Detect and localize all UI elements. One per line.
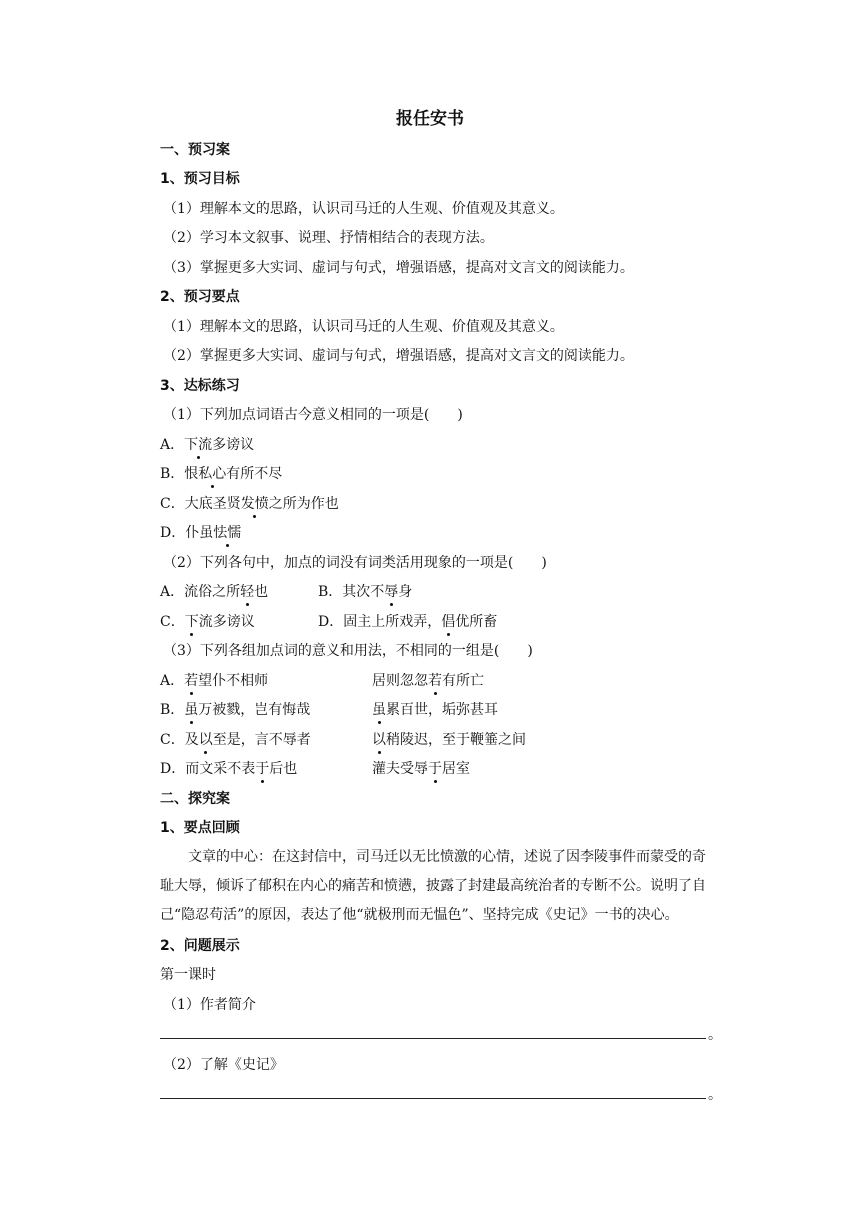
section-heading-preview: 一、预习案 (160, 142, 230, 158)
page-title: 报任安书 (396, 109, 464, 129)
emphasis-dotted: 轻 (240, 584, 255, 600)
emphasis-dotted: 若 (428, 673, 442, 689)
emphasis-dotted: 倡 (441, 614, 456, 630)
answer-line-1[interactable] (160, 1038, 706, 1039)
q1-stem: （1）下列加点词语古今意义相同的一项是( ) (163, 407, 463, 423)
emphasis-dotted: 若 (184, 673, 199, 689)
point-item-2: （2）掌握更多大实词、虚词与句式，增强语感，提高对文言文的阅读能力。 (163, 348, 634, 364)
q2-option-b: B．其次不辱身 (318, 584, 413, 600)
q2-option-c: C．下流多谤议 (160, 614, 255, 630)
subheading-points: 2、预习要点 (160, 289, 240, 305)
subheading-goals: 1、预习目标 (160, 171, 240, 187)
goal-item-3: （3）掌握更多大实词、虚词与句式，增强语感，提高对文言文的阅读能力。 (163, 260, 634, 276)
emphasis-dotted: 辱 (384, 584, 399, 600)
answer-line-2[interactable] (160, 1098, 706, 1099)
q3-option-a-left: A．若望仆不相师 (160, 673, 269, 689)
q2-stem: （2）下列各句中，加点的词没有词类活用现象的一项是( ) (163, 555, 547, 571)
goal-item-2: （2）学习本文叙事、说理、抒情相结合的表现方法。 (163, 230, 494, 246)
emphasis-dotted: 下 (184, 614, 199, 630)
q2-option-a: A．流俗之所轻也 (160, 584, 269, 600)
q1-option-b: B．恨私心有所不尽 (160, 466, 283, 482)
emphasis-dotted: 怯懦 (213, 525, 242, 541)
section-heading-explore: 二、探究案 (160, 791, 230, 807)
q3-option-b-left: B．虽万被戮，岂有悔哉 (160, 702, 311, 718)
emphasis-dotted: 于 (255, 761, 270, 777)
emphasis-dotted: 以 (198, 732, 213, 748)
emphasis-dotted: 下流 (184, 437, 213, 453)
emphasis-dotted: 虽 (372, 702, 386, 718)
emphasis-dotted: 虽 (184, 702, 199, 718)
emphasis-dotted: 私心 (198, 466, 227, 482)
answer-line-2-end-mark: 。 (708, 1087, 722, 1103)
point-item-1: （1）理解本文的思路，认识司马迁的人生观、价值观及其意义。 (163, 319, 564, 335)
q3-option-c-right: 以稍陵迟，至于鞭箠之间 (372, 732, 526, 748)
q3-option-d-left: D．而文采不表于后也 (160, 761, 298, 777)
q1-option-c: C．大底圣贤发愤之所为作也 (160, 496, 339, 512)
display-q1: （1）作者简介 (163, 997, 256, 1013)
emphasis-dotted: 以 (372, 732, 386, 748)
emphasis-dotted: 于 (428, 761, 442, 777)
lesson-label: 第一课时 (160, 967, 216, 983)
emphasis-dotted: 发愤 (240, 496, 269, 512)
answer-line-1-end-mark: 。 (708, 1027, 722, 1043)
subheading-practice: 3、达标练习 (160, 378, 240, 394)
subheading-display: 2、问题展示 (160, 938, 240, 954)
review-paragraph: 文章的中心：在这封信中，司马迁以无比愤激的心情，述说了因李陵事件而蒙受的奇耻大辱，倾诉了郁积在内心的痛苦和愤懑，披露了封建最高统治者的专断不公。说明了自己“隐忍苟活”的原因，表达了他“就极刑而无愠色”、坚持完成《史记》一书的决心。 (160, 849, 706, 923)
subheading-review: 1、要点回顾 (160, 820, 240, 836)
q3-option-c-left: C．及以至是，言不辱者 (160, 732, 311, 748)
display-q2: （2）了解《史记》 (163, 1057, 284, 1073)
q3-stem: （3）下列各组加点词的意义和用法，不相同的一组是( ) (163, 643, 533, 659)
q1-option-a: A．下流多谤议 (160, 437, 255, 453)
q2-option-d: D．固主上所戏弄，倡优所畜 (318, 614, 498, 630)
q3-option-b-right: 虽累百世，垢弥甚耳 (372, 702, 498, 718)
q3-option-d-right: 灌夫受辱于居室 (372, 761, 470, 777)
q3-option-a-right: 居则忽忽若有所亡 (372, 673, 484, 689)
goal-item-1: （1）理解本文的思路，认识司马迁的人生观、价值观及其意义。 (163, 201, 564, 217)
q1-option-d: D．仆虽怯懦 (160, 525, 242, 541)
